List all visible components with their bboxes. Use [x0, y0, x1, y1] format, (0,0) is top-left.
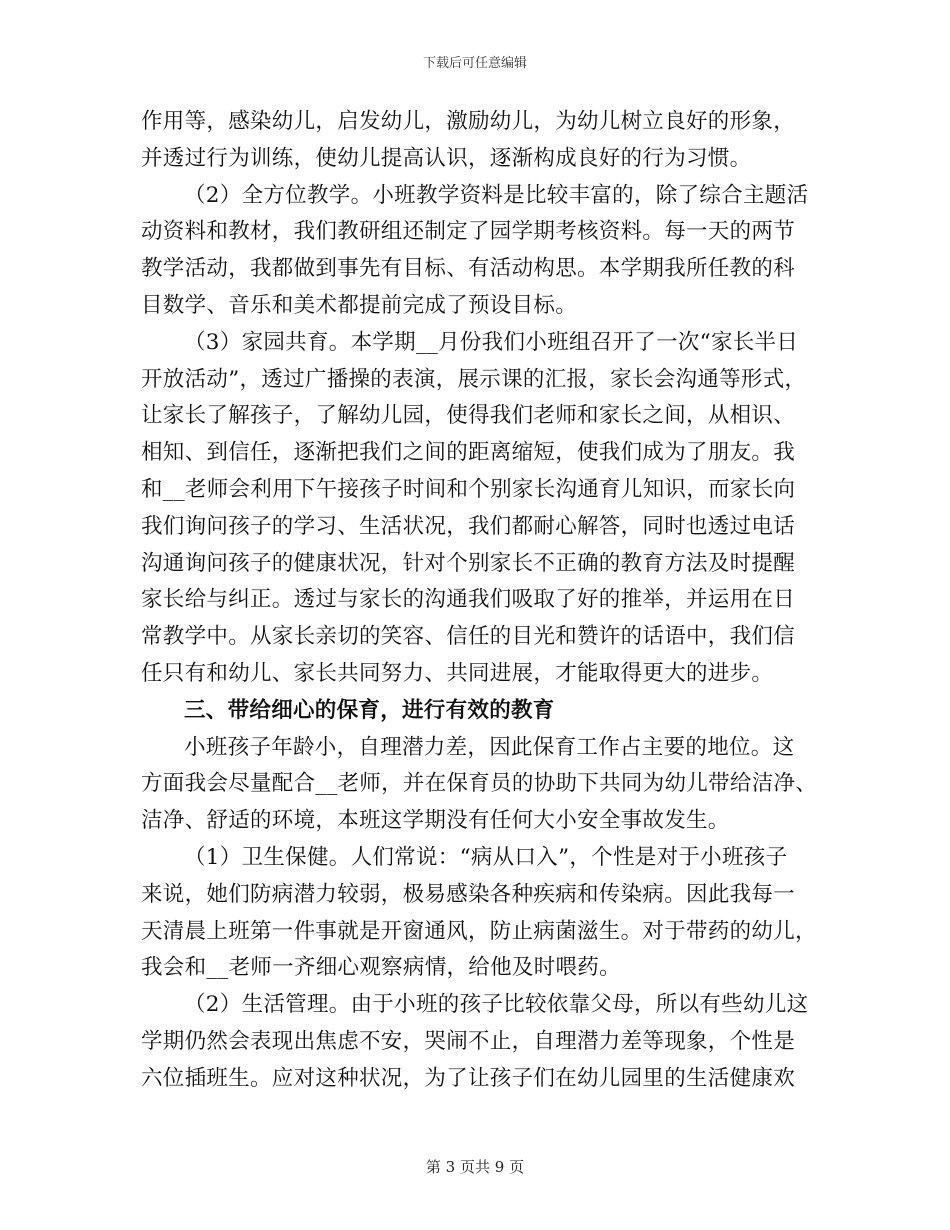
text-line: 沟通询问孩子的健康状况，针对个别家长不正确的教育方法及时提醒: [141, 550, 796, 576]
text-line: 常教学中。从家长亲切的笑容、信任的目光和赞许的话语中，我们信: [141, 624, 796, 650]
text-line: 天清晨上班第一件事就是开窗通风，防止病菌滋生。对于带药的幼儿，: [141, 918, 817, 944]
text-line: 小班孩子年龄小，自理潜力差，因此保育工作占主要的地位。这: [184, 734, 795, 760]
text-line: 学期仍然会表现出焦虑不安，哭闹不止，自理潜力差等现象，个性是: [141, 1028, 796, 1054]
section-heading: 三、带给细心的保育，进行有效的教育: [184, 697, 555, 723]
text-line: 相知、到信任，逐渐把我们之间的距离缩短，使我们成为了朋友。我: [141, 440, 796, 466]
text-line: 洁净、舒适的环境，本班这学期没有任何大小安全事故发生。: [141, 808, 730, 834]
text-line: 让家长了解孩子，了解幼儿园，使得我们老师和家长之间，从相识、: [141, 403, 796, 429]
text-line: 教学活动，我都做到事先有目标、有活动构思。本学期我所任教的科: [141, 256, 796, 282]
text-line: 开放活动”，透过广播操的表演，展示课的汇报，家长会沟通等形式，: [141, 366, 807, 392]
text-line: 来说，她们防病潜力较弱，极易感染各种疾病和传染病。因此我每一: [141, 881, 796, 907]
text-line: 六位插班生。应对这种状况，为了让孩子们在幼儿园里的生活健康欢: [141, 1065, 796, 1091]
document-body: [141, 104, 821, 1098]
text-line: 动资料和教材，我们教研组还制定了园学期考核资料。每一天的两节: [141, 219, 796, 245]
text-line: 和__老师会利用下午接孩子时间和个别家长沟通育儿知识，而家长向: [141, 476, 796, 502]
text-line: 目数学、音乐和美术都提前完成了预设目标。: [141, 292, 578, 318]
text-line: 家长给与纠正。透过与家长的沟通我们吸取了好的推举，并运用在日: [141, 587, 796, 613]
text-line: （2）生活管理。由于小班的孩子比较依靠父母，所以有些幼儿这: [184, 992, 809, 1018]
text-line: 任只有和幼儿、家长共同努力、共同进展，才能取得更大的进步。: [141, 660, 774, 686]
text-line: 方面我会尽量配合__老师，并在保育员的协助下共同为幼儿带给洁净、: [141, 771, 818, 797]
text-line: （3）家园共育。本学期__月份我们小班组召开了一次“家长半日: [184, 329, 799, 355]
text-line: 我们询问孩子的学习、生活状况，我们都耐心解答，同时也透过电话: [141, 513, 796, 539]
text-line: 并透过行为训练，使幼儿提高认识，逐渐构成良好的行为习惯。: [141, 145, 752, 171]
text-line: （2）全方位教学。小班教学资料是比较丰富的，除了综合主题活: [184, 182, 809, 208]
page-header: 下载后可任意编辑: [422, 56, 527, 71]
text-line: 我会和__老师一齐细心观察病情，给他及时喂药。: [141, 955, 621, 981]
text-line: （1）卫生保健。人们常说：“病从口入”，个性是对于小班孩子: [184, 844, 788, 870]
text-line: 作用等，感染幼儿，启发幼儿，激励幼儿，为幼儿树立良好的形象，: [141, 109, 796, 134]
page-footer: 第 3 页共 9 页: [425, 1158, 525, 1176]
